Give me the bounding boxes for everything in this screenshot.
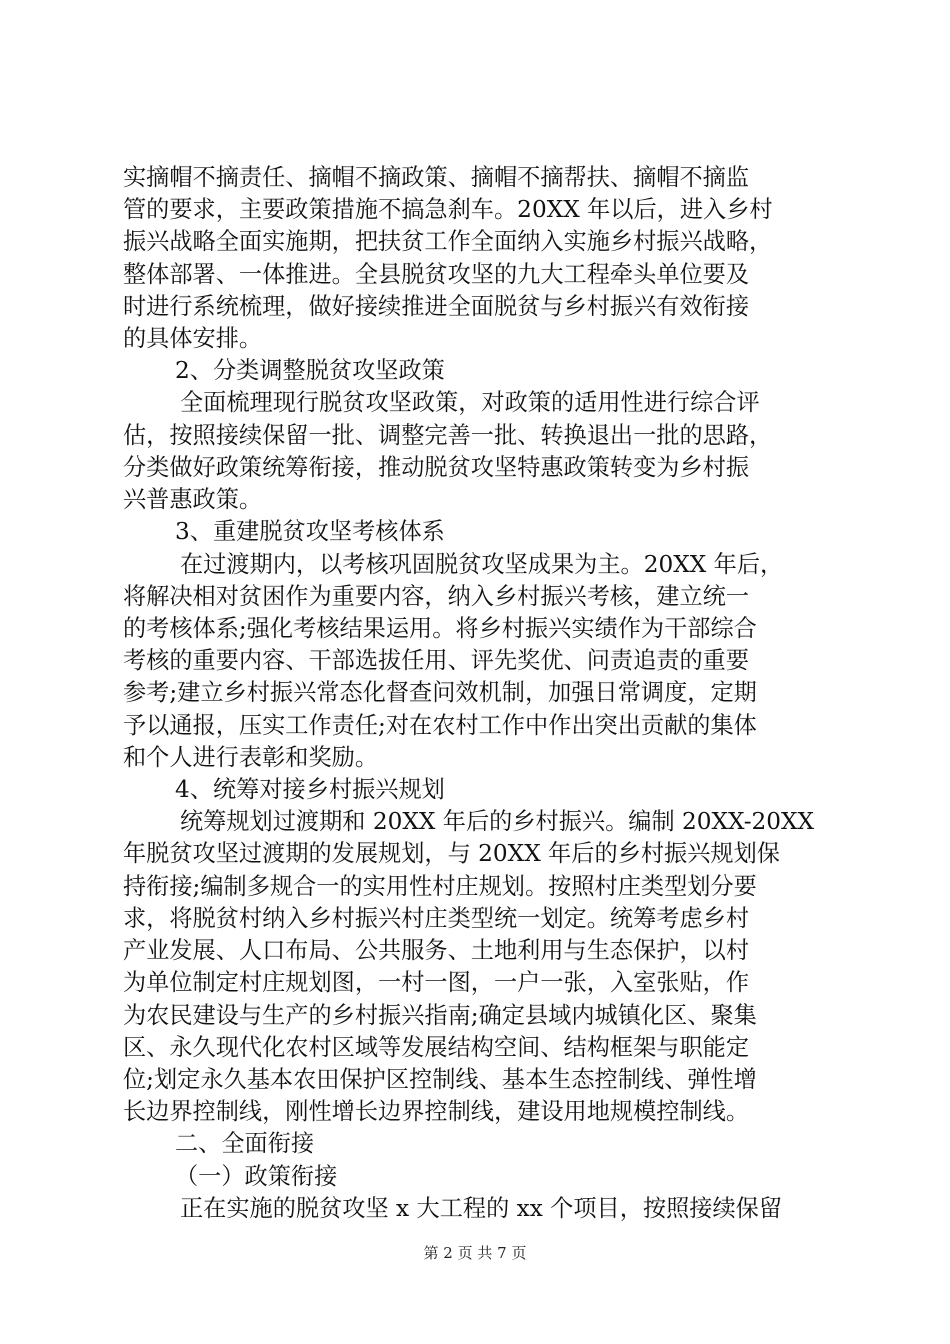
page-number-footer: 第 2 页 共 7 页 bbox=[423, 1244, 527, 1262]
body-text-line: 分类做好政策统筹衔接，推动脱贫攻坚特惠政策转变为乡村振 bbox=[123, 453, 750, 481]
body-text-line: 的具体安排。 bbox=[123, 325, 263, 353]
body-text-line: 兴普惠政策。 bbox=[123, 486, 263, 514]
body-text-line: 的考核体系;强化考核结果运用。将乡村振兴实绩作为干部综合 bbox=[123, 614, 757, 642]
section-heading: 4、统筹对接乡村振兴规划 bbox=[175, 776, 445, 804]
section-heading: 二、全面衔接 bbox=[175, 1130, 315, 1158]
body-text-line: 正在实施的脱贫攻坚 x 大工程的 xx 个项目，按照接续保留 bbox=[180, 1194, 783, 1222]
body-text-line: 长边界控制线，刚性增长边界控制线，建设用地规模控制线。 bbox=[123, 1098, 750, 1126]
body-text-line: 统筹规划过渡期和 20XX 年后的乡村振兴。编制 20XX-20XX bbox=[180, 808, 815, 836]
section-heading: （一）政策衔接 bbox=[175, 1162, 338, 1190]
section-heading: 2、分类调整脱贫攻坚政策 bbox=[175, 357, 445, 385]
body-text-line: 参考;建立乡村振兴常态化督查问效机制，加强日常调度，定期 bbox=[123, 679, 757, 707]
body-text-line: 将解决相对贫困作为重要内容，纳入乡村振兴考核，建立统一 bbox=[123, 582, 750, 610]
body-text-line: 振兴战略全面实施期，把扶贫工作全面纳入实施乡村振兴战略， bbox=[123, 228, 773, 256]
body-text-line: 区、永久现代化农村区域等发展结构空间、结构框架与职能定 bbox=[123, 1033, 750, 1061]
body-text-line: 位;划定永久基本农田保护区控制线、基本生态控制线、弹性增 bbox=[123, 1065, 757, 1093]
body-text-line: 全面梳理现行脱贫攻坚政策，对政策的适用性进行综合评 bbox=[180, 389, 760, 417]
body-text-line: 年脱贫攻坚过渡期的发展规划，与 20XX 年后的乡村振兴规划保 bbox=[123, 840, 780, 868]
body-text-line: 予以通报，压实工作责任;对在农村工作中作出突出贡献的集体 bbox=[123, 711, 757, 739]
body-text-line: 求，将脱贫村纳入乡村振兴村庄类型统一划定。统筹考虑乡村 bbox=[123, 904, 750, 932]
body-text-line: 整体部署、一体推进。全县脱贫攻坚的九大工程牵头单位要及 bbox=[123, 260, 750, 288]
body-text-line: 估，按照接续保留一批、调整完善一批、转换退出一批的思路， bbox=[123, 421, 773, 449]
body-text-line: 和个人进行表彰和奖励。 bbox=[123, 743, 379, 771]
body-text-line: 时进行系统梳理，做好接续推进全面脱贫与乡村振兴有效衔接 bbox=[123, 292, 750, 320]
body-text-line: 在过渡期内，以考核巩固脱贫攻坚成果为主。20XX 年后， bbox=[180, 550, 784, 578]
body-text-line: 为农民建设与生产的乡村振兴指南;确定县域内城镇化区、聚集 bbox=[123, 1001, 757, 1029]
body-text-line: 产业发展、人口布局、公共服务、土地利用与生态保护，以村 bbox=[123, 937, 750, 965]
body-text-line: 持衔接;编制多规合一的实用性村庄规划。按照村庄类型划分要 bbox=[123, 872, 757, 900]
body-text-line: 考核的重要内容、干部选拔任用、评先奖优、问责追责的重要 bbox=[123, 647, 750, 675]
body-text-line: 为单位制定村庄规划图，一村一图，一户一张，入室张贴，作 bbox=[123, 969, 750, 997]
section-heading: 3、重建脱贫攻坚考核体系 bbox=[175, 518, 445, 546]
body-text-line: 实摘帽不摘责任、摘帽不摘政策、摘帽不摘帮扶、摘帽不摘监 bbox=[123, 164, 750, 191]
body-text-line: 管的要求，主要政策措施不搞急刹车。20XX 年以后，进入乡村 bbox=[123, 196, 773, 224]
